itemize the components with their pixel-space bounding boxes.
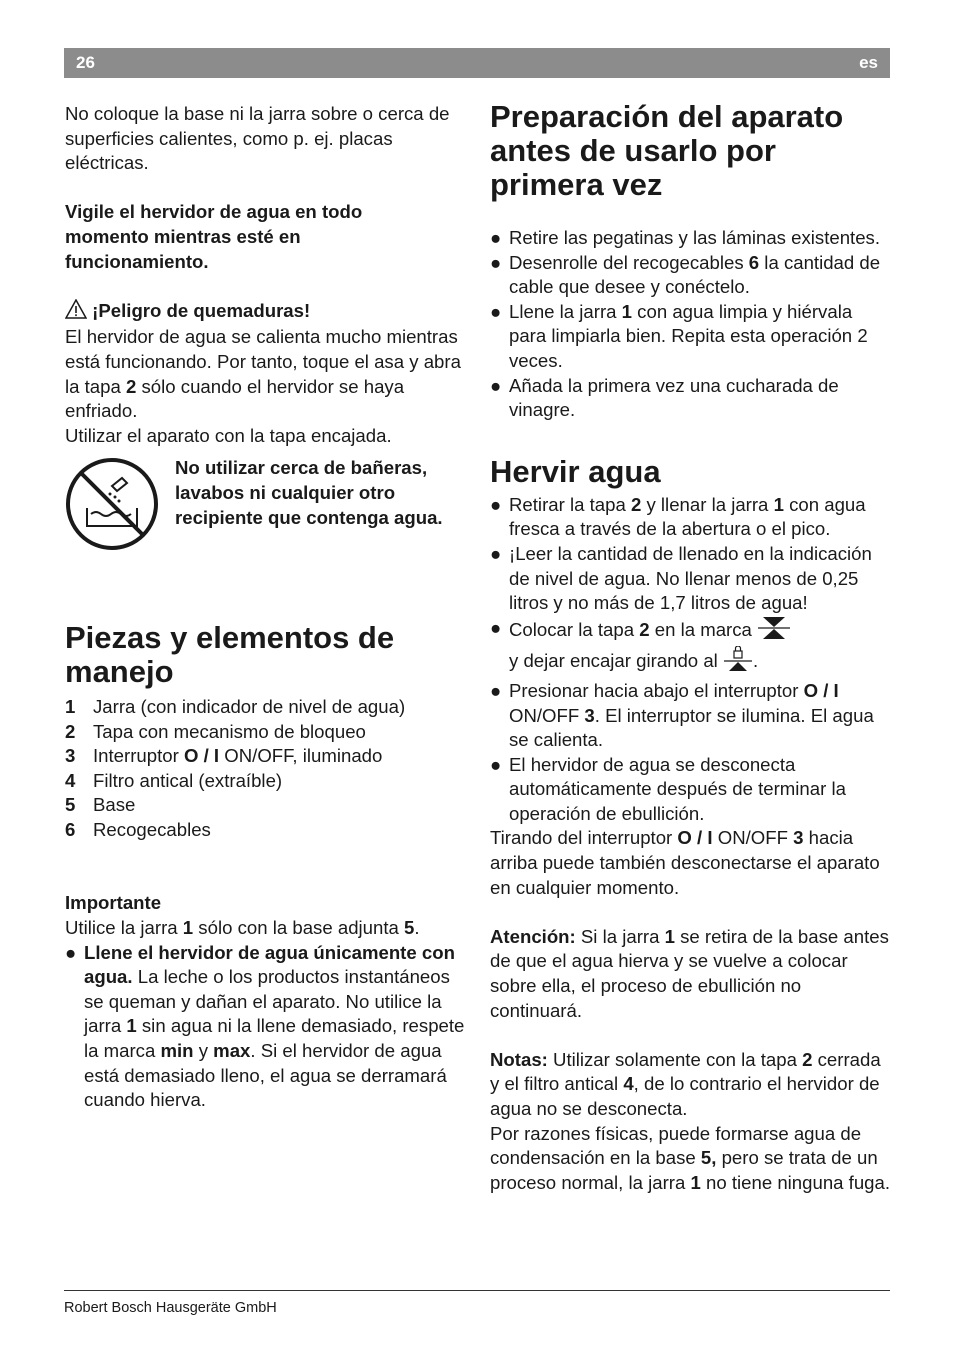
parts-title: Piezas y elementos de manejo (65, 619, 395, 689)
list-item (65, 769, 465, 794)
right-column (490, 100, 894, 1195)
peligro-text: Utilizar el aparato con la tapa encajada. (65, 424, 392, 446)
list-item (65, 720, 465, 745)
item-number: 1 (65, 695, 76, 717)
near-water-warning (65, 456, 465, 559)
language-code: es (859, 53, 878, 72)
condensacion-text: Por razones físicas, puede formarse agua de condensación en la base 5, pero se trata de un proceso normal, la jarra 1 no tiene ninguna fuga. (490, 1122, 891, 1193)
hervir-title: Hervir agua (490, 453, 661, 489)
company-name: Robert Bosch Hausgeräte GmbH (64, 1300, 277, 1316)
bullet-icon: ● (490, 753, 502, 775)
prep-title: Preparación del aparato antes de usarlo por primera vez (490, 99, 844, 202)
hervir-list (490, 493, 894, 827)
item-text: Recogecables (93, 818, 211, 840)
list-item (65, 793, 465, 818)
bullet-icon: ● (490, 227, 502, 248)
list-item: ● Añada la primera vez una cucharada de vinagre. (490, 374, 894, 423)
bullet-icon: ● (65, 941, 77, 963)
item-text: Base (93, 794, 136, 816)
item-number: 6 (65, 818, 76, 840)
list-item: ● Desenrolle del recogecables 6 la cantidad de cable que desee y conéctelo. (490, 251, 894, 300)
list-item: ● Llene la jarra 1 con agua limpia y hiérvala para limpiarla bien. Repita esta operación 2 veces. (490, 300, 894, 374)
notas-text: Notas: Utilizar solamente con la tapa 2 cerrada y el filtro antical 4, de lo contrario el hervidor de agua no se desconecta. (490, 1048, 881, 1119)
item-text: Tapa con mecanismo de bloqueo (93, 720, 366, 742)
list-item (65, 695, 465, 720)
no-water-icon (65, 456, 175, 559)
vigile-warning: Vigile el hervidor de agua en todo momento mientras esté en funcionamiento. (65, 201, 363, 272)
lock-icon (723, 646, 753, 679)
bullet-icon: ● (490, 374, 502, 396)
ref-number: 2 (126, 375, 137, 397)
list-item: ● Retirar la tapa 2 y llenar la jarra 1 con agua fresca a través de la abertura o el pico. (490, 493, 894, 542)
page-header (64, 48, 890, 78)
importante-text: Utilice la jarra 1 sólo con la base adjunta 5. (65, 917, 420, 939)
peligro-text: sólo cuando el hervidor se haya enfriado. (65, 375, 405, 422)
parts-list (65, 695, 465, 843)
lid-mark-icon (757, 616, 791, 647)
left-column (65, 102, 465, 1113)
peligro-title: ¡Peligro de quemaduras! (92, 299, 311, 321)
item-number: 4 (65, 769, 76, 791)
bullet-icon: ● (490, 251, 502, 273)
item-number: 5 (65, 794, 76, 816)
list-item (65, 744, 465, 769)
atencion-text: Atención: Si la jarra 1 se retira de la base antes de que el agua hierva y se vuelve a colocar sobre ella, el proceso de ebullición no continuará. (490, 925, 889, 1021)
item-number: 2 (65, 720, 76, 742)
llene-text: Llene el hervidor de agua únicamente con agua. La leche o los productos instantáneos se queman y dañan el aparato. No utilice la jarra 1 sin agua ni la llene demasiado, respete la marca min y max. Si el hervidor de agua está demasiado lleno, el agua se derramará cuando hierva. (84, 941, 465, 1111)
peligro-text: El hervidor de agua se calienta mucho mientras está funcionando. Por tanto, toque el asa y abra la tapa (65, 326, 461, 397)
tirando-text: Tirando del interruptor O / I ON/OFF 3 hacia arriba puede también desconectarse el aparato en cualquier momento. (490, 827, 880, 898)
importante-title: Importante (65, 892, 162, 914)
warning-triangle-icon (65, 299, 87, 326)
page-footer (64, 1290, 890, 1316)
item-text: Filtro antical (extraíble) (93, 769, 283, 791)
list-item (65, 818, 465, 843)
bullet-icon: ● (490, 679, 502, 701)
bullet-icon: ● (490, 542, 502, 564)
list-item: ● Retire las pegatinas y las láminas existentes. (490, 226, 894, 251)
peligro-block (65, 299, 465, 449)
bullet-icon: ● (490, 493, 502, 515)
bullet-icon: ● (490, 616, 502, 638)
item-number: 3 (65, 745, 76, 767)
prep-list (490, 226, 894, 423)
item-text: Jarra (con indicador de nivel de agua) (93, 695, 406, 717)
item-text: Interruptor O / I ON/OFF, iluminado (93, 745, 383, 767)
list-item: ● El hervidor de agua se desconecta automáticamente después de terminar la operación de ebullición. (490, 753, 894, 827)
near-water-text: No utilizar cerca de bañeras, lavabos ni cualquier otro recipiente que contenga agua. (175, 457, 443, 528)
list-item: ● Presionar hacia abajo el interruptor O / I ON/OFF 3. El interruptor se ilumina. El agua se calienta. (490, 679, 894, 753)
intro-text: No coloque la base ni la jarra sobre o cerca de superficies calientes, como p. ej. placas eléctricas. (65, 103, 450, 174)
list-item: ● Colocar la tapa 2 en la marca y dejar encajar girando al . (490, 616, 894, 679)
bullet-icon: ● (490, 300, 502, 322)
page-number: 26 (76, 53, 95, 72)
list-item: ● ¡Leer la cantidad de llenado en la indicación de nivel de agua. No llenar menos de 0,25 litros y no más de 1,7 litros de agua! (490, 542, 894, 616)
list-item (65, 941, 465, 1113)
